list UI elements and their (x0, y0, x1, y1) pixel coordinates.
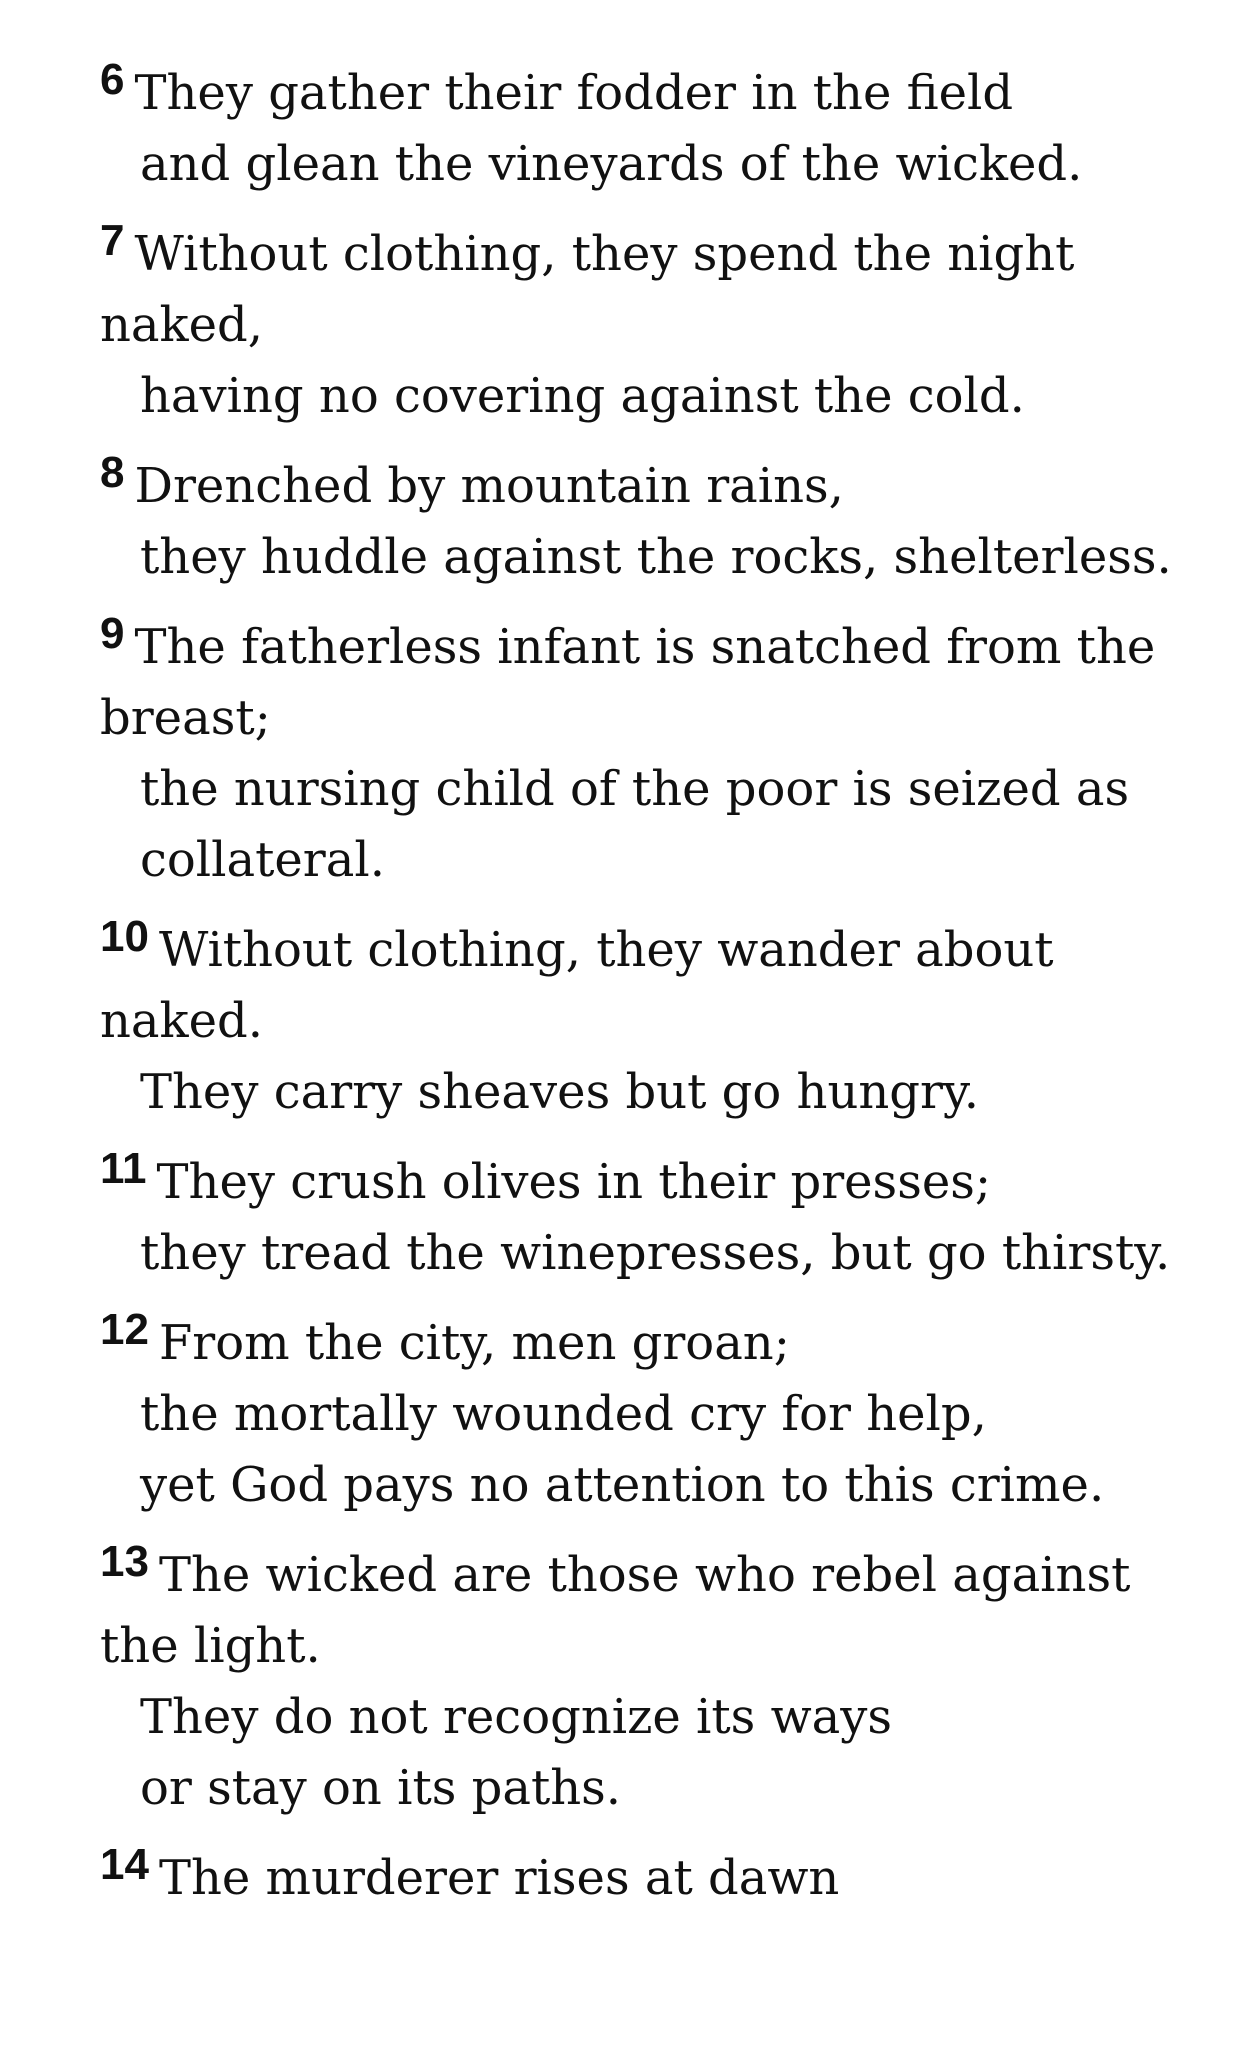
verse-number: 12 (100, 1305, 149, 1354)
verse (100, 1840, 1210, 1914)
verse (100, 609, 1210, 896)
verse (100, 448, 1210, 593)
verse-number: 8 (100, 448, 125, 497)
verse-number: 11 (100, 1144, 147, 1193)
verse-line: They carry sheaves but go hungry. (140, 1064, 979, 1120)
verse-line (100, 448, 1210, 522)
verse (100, 1537, 1210, 1824)
verse-line (100, 609, 1210, 754)
verse-line: having no covering against the cold. (140, 368, 1025, 424)
verse-text: The murderer rises at dawn (158, 1850, 840, 1906)
verse (100, 912, 1210, 1128)
scripture-passage (100, 55, 1210, 1933)
verse-number: 6 (100, 55, 125, 104)
verse-text: Without clothing, they wander about naked. (100, 922, 1054, 1049)
verse-text: They crush olives in their presses; (156, 1154, 992, 1210)
verse-text: Drenched by mountain rains, (134, 458, 844, 514)
verse-text: They gather their fodder in the field (134, 65, 1014, 121)
verse-line: they huddle against the rocks, shelterless. (140, 529, 1172, 585)
verse (100, 55, 1210, 200)
verse-line: the mortally wounded cry for help, (140, 1386, 987, 1442)
verse-line (100, 1144, 1210, 1218)
verse (100, 1305, 1210, 1521)
verse-number: 7 (100, 216, 125, 265)
verse-number: 10 (100, 912, 149, 961)
verse-text: Without clothing, they spend the night naked, (100, 226, 1075, 353)
verse-line: and glean the vineyards of the wicked. (140, 136, 1083, 192)
verse-text: The fatherless infant is snatched from the breast; (100, 619, 1156, 746)
verse-line: or stay on its paths. (140, 1760, 622, 1816)
verse-line (100, 912, 1210, 1057)
verse-line (100, 55, 1210, 129)
verse-number: 13 (100, 1537, 149, 1586)
verse-line: yet God pays no attention to this crime. (140, 1457, 1105, 1513)
verse-line (100, 1537, 1210, 1682)
verse-line: the nursing child of the poor is seized as collateral. (140, 761, 1130, 888)
verse-number: 14 (100, 1840, 149, 1889)
verse-line (100, 1840, 1210, 1914)
verse-line: they tread the winepresses, but go thirsty. (140, 1225, 1171, 1281)
verse-text: The wicked are those who rebel against the light. (100, 1547, 1131, 1674)
verse-number: 9 (100, 609, 125, 658)
verse-line: They do not recognize its ways (140, 1689, 893, 1745)
verse (100, 1144, 1210, 1289)
verse-line (100, 216, 1210, 361)
verse-line (100, 1305, 1210, 1379)
verse (100, 216, 1210, 432)
verse-text: From the city, men groan; (158, 1315, 790, 1371)
